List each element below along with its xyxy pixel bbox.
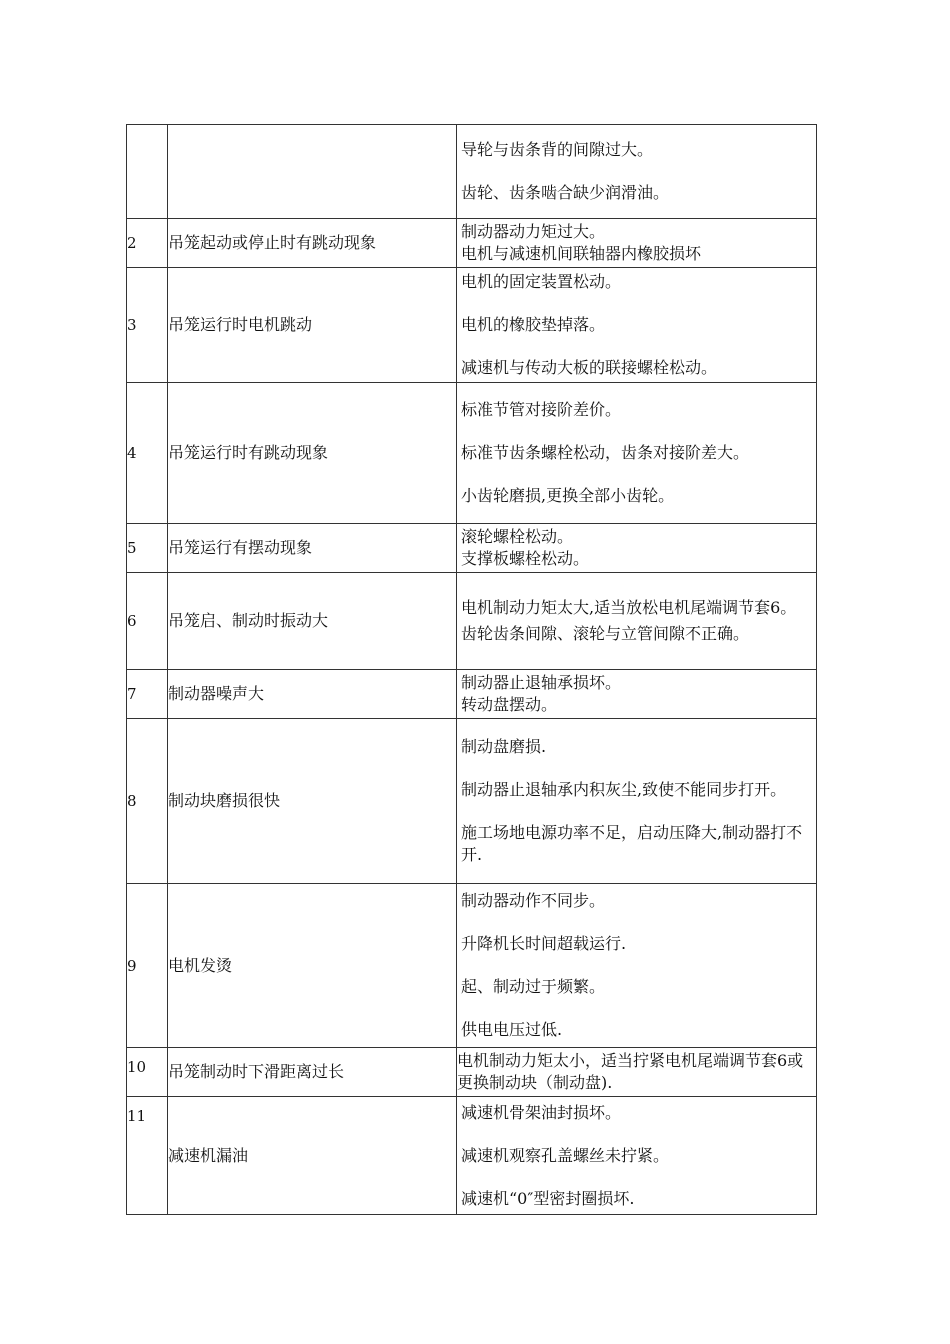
cause-line: 制动器止退轴承损坏。 xyxy=(461,673,622,692)
cause-line: 转动盘摆动。 xyxy=(461,695,558,714)
row-causes xyxy=(457,670,817,719)
cause-line: 减速机观察孔盖螺丝未拧紧。 xyxy=(461,1145,670,1165)
cause-line: 制动器动力矩过大。 xyxy=(461,222,606,241)
row-number: 9 xyxy=(127,884,168,1048)
row-number: 2 xyxy=(127,219,168,268)
cause-line: 减速机与传动大板的联接螺栓松动。 xyxy=(461,358,718,377)
cause-line: 升降机长时间超载运行. xyxy=(461,934,627,953)
row-causes xyxy=(457,219,817,268)
row-symptom xyxy=(168,125,457,219)
table-row xyxy=(127,884,817,1048)
cause-line: 导轮与齿条背的间隙过大。 xyxy=(461,140,654,159)
table-row xyxy=(127,524,817,573)
table-row xyxy=(127,573,817,670)
row-causes xyxy=(457,884,817,1048)
table-row xyxy=(127,219,817,268)
row-symptom: 吊笼运行时电机跳动 xyxy=(168,268,457,383)
cause-line: 制动盘磨损. xyxy=(461,737,547,756)
row-symptom: 制动块磨损很快 xyxy=(168,719,457,884)
row-number: 11 xyxy=(127,1097,168,1215)
fault-table xyxy=(126,124,817,1215)
row-number: 6 xyxy=(127,573,168,670)
cause-line: 小齿轮磨损,更换全部小齿轮。 xyxy=(461,486,675,505)
row-symptom: 吊笼启、制动时振动大 xyxy=(168,573,457,670)
cause-line: 制动器止退轴承内积灰尘,致使不能同步打开。 xyxy=(461,780,787,799)
row-number: 5 xyxy=(127,524,168,573)
row-symptom: 吊笼运行有摆动现象 xyxy=(168,524,457,573)
table-row xyxy=(127,268,817,383)
row-number: 7 xyxy=(127,670,168,719)
cause-line: 齿轮、齿条啮合缺少润滑油。 xyxy=(461,183,670,202)
row-symptom: 电机发烫 xyxy=(168,884,457,1048)
row-causes xyxy=(457,268,817,383)
cause-line: 电机的固定装置松动。 xyxy=(461,272,622,291)
row-causes xyxy=(457,719,817,884)
row-number: 8 xyxy=(127,719,168,884)
cause-line: 支撑板螺栓松动。 xyxy=(461,549,590,568)
row-causes xyxy=(457,524,817,573)
row-number xyxy=(127,125,168,219)
cause-line: 减速机“0″型密封圈损坏. xyxy=(461,1188,635,1208)
table-row xyxy=(127,1097,817,1215)
row-number: 10 xyxy=(127,1048,168,1097)
row-causes xyxy=(457,1048,817,1097)
table-row xyxy=(127,125,817,219)
cause-line: 电机与减速机间联轴器内橡胶损坏 xyxy=(461,244,702,263)
cause-line: 供电电压过低. xyxy=(461,1020,563,1039)
table-row xyxy=(127,719,817,884)
table-row xyxy=(127,1048,817,1097)
cause-line: 电机制动力矩太小，适当拧紧电机尾端调节套6或更换制动块（制动盘). xyxy=(457,1051,804,1092)
row-symptom: 吊笼制动时下滑距离过长 xyxy=(168,1048,457,1097)
row-number: 3 xyxy=(127,268,168,383)
table-row xyxy=(127,670,817,719)
row-symptom: 减速机漏油 xyxy=(168,1097,457,1215)
cause-line: 制动器动作不同步。 xyxy=(461,891,606,910)
row-symptom: 吊笼运行时有跳动现象 xyxy=(168,383,457,524)
cause-line: 电机制动力矩太大,适当放松电机尾端调节套6。 xyxy=(461,598,797,617)
cause-line: 标准节管对接阶差价。 xyxy=(461,400,622,419)
cause-line: 标准节齿条螺栓松动，齿条对接阶差大。 xyxy=(461,443,750,462)
cause-line: 减速机骨架油封损坏。 xyxy=(461,1102,622,1122)
cause-line: 电机的橡胶垫掉落。 xyxy=(461,315,606,334)
cause-line: 起、制动过于频繁。 xyxy=(461,977,606,996)
cause-line: 施工场地电源功率不足，启动压降大,制动器打不开. xyxy=(461,823,803,864)
row-symptom: 制动器噪声大 xyxy=(168,670,457,719)
row-symptom: 吊笼起动或停止时有跳动现象 xyxy=(168,219,457,268)
table-row xyxy=(127,383,817,524)
row-causes xyxy=(457,1097,817,1215)
row-causes xyxy=(457,573,817,670)
cause-line: 齿轮齿条间隙、滚轮与立管间隙不正确。 xyxy=(461,624,750,643)
row-causes xyxy=(457,383,817,524)
row-number: 4 xyxy=(127,383,168,524)
row-causes xyxy=(457,125,817,219)
cause-line: 滚轮螺栓松动。 xyxy=(461,527,574,546)
